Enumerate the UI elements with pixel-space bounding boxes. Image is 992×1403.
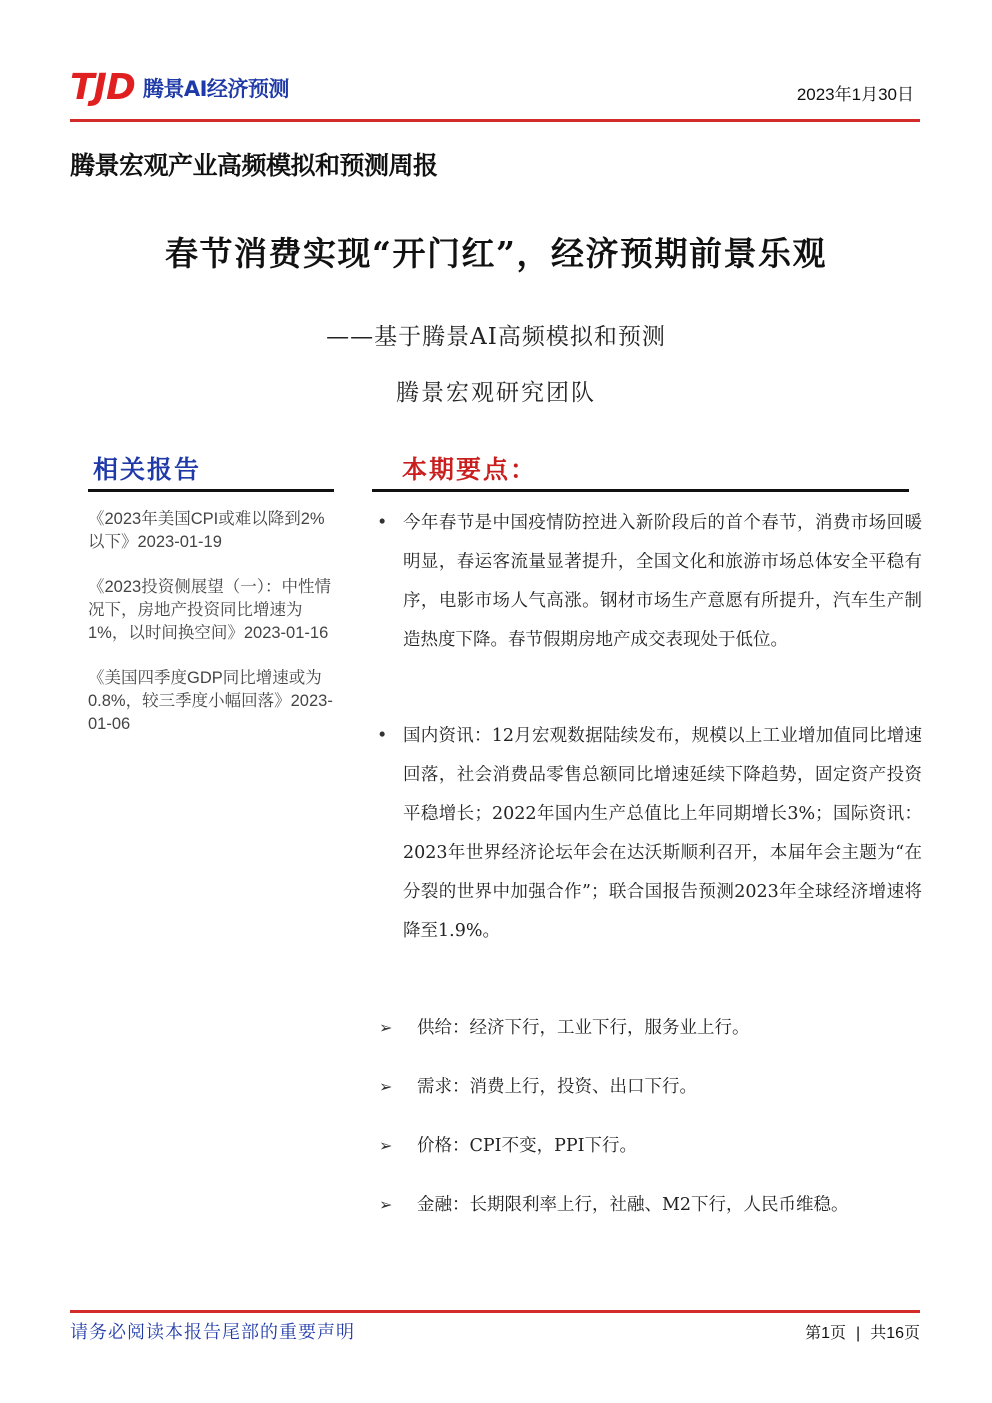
logo-mark: TJD xyxy=(70,67,135,108)
page-title: 春节消费实现“开门红”，经济预期前景乐观 xyxy=(165,234,827,273)
brand-logo xyxy=(70,67,289,108)
arrow-bullet-icon: ➢ xyxy=(379,1018,393,1037)
key-point-text: 今年春节是中国疫情防控进入新阶段后的首个春节，消费市场回暖明显，春运客流量显著提升，全国文化和旅游市场总体安全平稳有序，电影市场人气高涨。钢材市场生产意愿有所提升，汽车生产制造热度下降。春节假期房地产成交表现处于低位。 xyxy=(403,513,922,650)
sub-point-item xyxy=(377,1010,922,1050)
sub-point-item xyxy=(377,1128,922,1168)
related-report-link[interactable]: 《美国四季度GDP同比增速或为0.8%，较三季度小幅回落》2023-01-06 xyxy=(88,669,333,733)
current-page: 第1页 xyxy=(805,1325,847,1342)
report-date: 2023年1月30日 xyxy=(796,85,914,104)
header-divider xyxy=(70,119,920,122)
bullet-icon: • xyxy=(377,513,388,533)
author-team: 腾景宏观研究团队 xyxy=(396,380,596,406)
subtitle: ——基于腾景AI高频模拟和预测 xyxy=(326,324,666,350)
bullet-icon: • xyxy=(377,726,388,746)
sub-point-text: 供给：经济下行，工业下行，服务业上行。 xyxy=(417,1018,750,1038)
disclaimer-notice: 请务必阅读本报告尾部的重要声明 xyxy=(70,1322,355,1343)
key-point-text: 国内资讯：12月宏观数据陆续发布，规模以上工业增加值同比增速回落，社会消费品零售总额同比增速延续下降趋势，固定资产投资平稳增长；2022年国内生产总值比上年同期增长3%；国际资讯：2023年世界经济论坛年会在达沃斯顺利召开，本届年会主题为“在分裂的世界中加强合作”；联合国报告预测2023年全球经济增速将降至1.9%。 xyxy=(403,726,922,941)
series-title: 腾景宏观产业高频模拟和预测周报 xyxy=(70,151,438,180)
sub-point-item xyxy=(377,1069,922,1109)
related-reports-list xyxy=(88,508,340,758)
related-report-link[interactable]: 《2023年美国CPI或难以降到2%以下》2023-01-19 xyxy=(88,510,325,551)
related-report-link[interactable]: 《2023投资侧展望（一）：中性情况下，房地产投资同比增速为1%，以时间换空间》2023-01-16 xyxy=(88,578,331,642)
arrow-bullet-icon: ➢ xyxy=(379,1077,393,1096)
related-reports-divider xyxy=(88,489,334,492)
page-indicator xyxy=(805,1320,920,1343)
page-separator: | xyxy=(856,1325,861,1342)
key-points-heading: 本期要点： xyxy=(402,455,538,484)
key-point-item xyxy=(377,504,922,704)
sub-point-text: 需求：消费上行，投资、出口下行。 xyxy=(417,1077,697,1097)
sub-point-text: 价格：CPI不变，PPI下行。 xyxy=(417,1136,638,1156)
arrow-bullet-icon: ➢ xyxy=(379,1136,393,1155)
logo-text: 腾景AI经济预测 xyxy=(142,77,289,101)
key-points-divider xyxy=(372,489,909,492)
related-reports-heading: 相关报告 xyxy=(93,455,202,484)
sub-point-item xyxy=(377,1187,922,1267)
sub-point-text: 金融：长期限利率上行，社融、M2下行，人民币维稳。 xyxy=(417,1195,849,1215)
key-point-item xyxy=(377,717,922,987)
footer-divider xyxy=(70,1310,920,1313)
total-pages: 共16页 xyxy=(870,1325,920,1342)
arrow-bullet-icon: ➢ xyxy=(379,1195,393,1214)
